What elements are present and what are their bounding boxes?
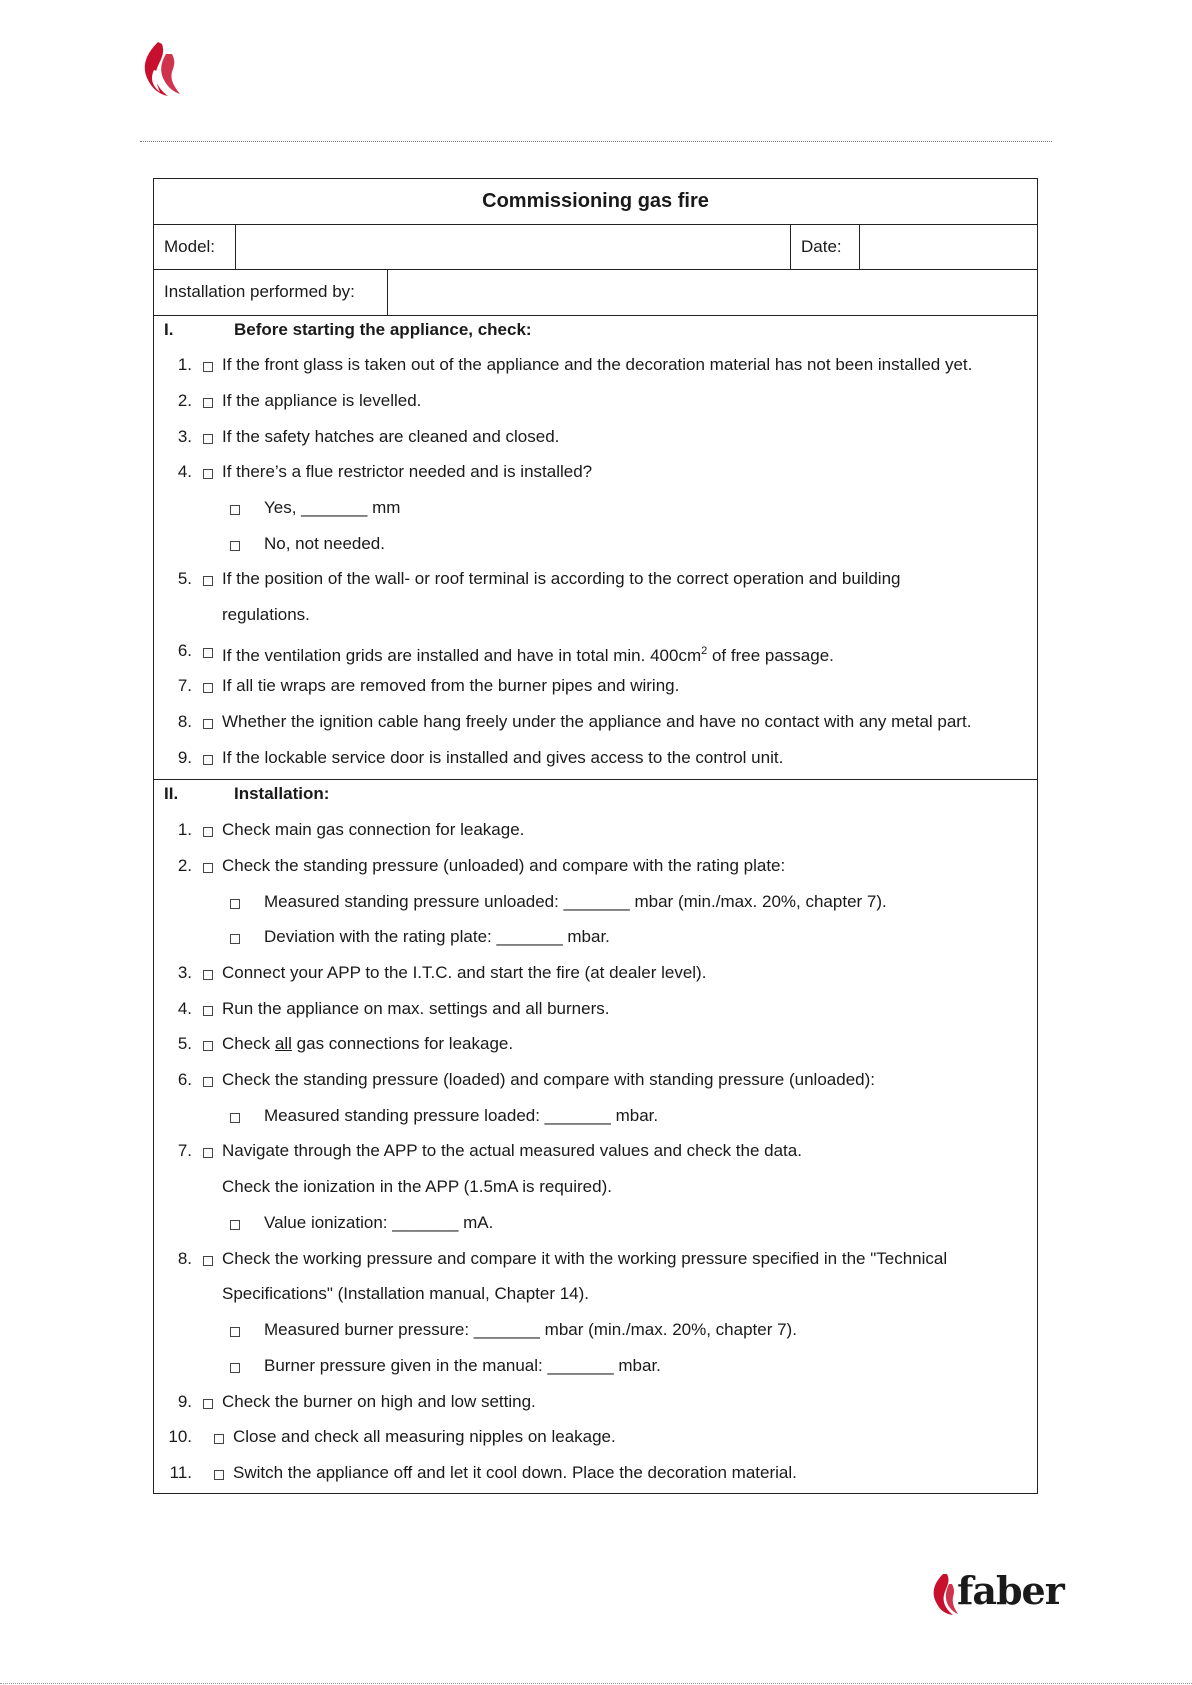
list-sub-item: Measured standing pressure unloaded: _______ mbar (min./max. 20%, chapter 7).: [264, 892, 887, 911]
list-item: Check the standing pressure (unloaded) and compare with the rating plate:: [222, 856, 786, 875]
model-field[interactable]: [245, 237, 785, 257]
checkbox[interactable]: [203, 576, 213, 586]
list-item-continuation: regulations.: [222, 605, 310, 624]
checkbox[interactable]: [203, 469, 213, 479]
item-number: 1.: [177, 355, 192, 374]
list-sub-item: Deviation with the rating plate: _______ mbar.: [264, 927, 610, 946]
checkbox[interactable]: [230, 1220, 240, 1230]
checkbox[interactable]: [214, 1470, 224, 1480]
item-number: 1.: [177, 820, 192, 839]
model-date-row: [154, 224, 1037, 270]
list-item: Switch the appliance off and let it cool down. Place the decoration material.: [233, 1463, 797, 1482]
item-number: 4.: [177, 999, 192, 1018]
checkbox[interactable]: [203, 1148, 213, 1158]
checkbox[interactable]: [230, 1113, 240, 1123]
list-sub-item: Value ionization: _______ mA.: [264, 1213, 494, 1232]
list-item: Navigate through the APP to the actual measured values and check the data.: [222, 1141, 802, 1160]
item-number: 5.: [177, 569, 192, 588]
section-2-number: II.: [164, 784, 179, 803]
installer-field[interactable]: [397, 282, 1027, 302]
installer-row: [154, 269, 1037, 316]
list-item: Check all gas connections for leakage.: [222, 1034, 514, 1053]
list-item-continuation: Specifications" (Installation manual, Chapter 14).: [222, 1284, 590, 1303]
list-sub-item: Measured standing pressure loaded: _______ mbar.: [264, 1106, 659, 1125]
item-number: 4.: [177, 462, 192, 481]
checkbox[interactable]: [230, 934, 240, 944]
form-title: Commissioning gas fire: [482, 190, 709, 212]
list-sub-item: No, not needed.: [264, 534, 385, 553]
list-item: Check the burner on high and low setting.: [222, 1392, 536, 1411]
checkbox[interactable]: [203, 1077, 213, 1087]
item-number: 2.: [177, 391, 192, 410]
checkbox[interactable]: [203, 863, 213, 873]
list-sub-item: Measured burner pressure: _______ mbar (min./max. 20%, chapter 7).: [264, 1320, 797, 1339]
list-item: Whether the ignition cable hang freely under the appliance and have no contact with any metal part.: [222, 712, 972, 731]
list-item: If the lockable service door is installed and gives access to the control unit.: [222, 748, 784, 767]
list-item: Close and check all measuring nipples on leakage.: [233, 1427, 616, 1446]
checkbox[interactable]: [230, 541, 240, 551]
checkbox[interactable]: [203, 755, 213, 765]
list-item: If there’s a flue restrictor needed and is installed?: [222, 462, 593, 481]
item-number: 11.: [169, 1463, 192, 1482]
list-item: Check the working pressure and compare it with the working pressure specified in the "Technical: [222, 1249, 948, 1268]
checkbox[interactable]: [230, 1327, 240, 1337]
model-label: Model:: [164, 237, 216, 256]
checkbox[interactable]: [230, 899, 240, 909]
section-1-number: I.: [164, 320, 174, 339]
item-number: 10.: [168, 1427, 192, 1446]
checkbox[interactable]: [203, 1399, 213, 1409]
list-item: If the appliance is levelled.: [222, 391, 422, 410]
commissioning-form: [153, 178, 1038, 1494]
installer-label: Installation performed by:: [164, 282, 355, 301]
list-item: Connect your APP to the I.T.C. and start the fire (at dealer level).: [222, 963, 707, 982]
date-field[interactable]: [869, 237, 1029, 257]
list-item: Check main gas connection for leakage.: [222, 820, 525, 839]
item-number: 3.: [177, 963, 192, 982]
item-number: 6.: [177, 641, 192, 660]
checkbox[interactable]: [203, 1041, 213, 1051]
list-item: Check the standing pressure (loaded) and compare with standing pressure (unloaded):: [222, 1070, 875, 1089]
checkbox[interactable]: [203, 648, 213, 658]
item-number: 2.: [177, 856, 192, 875]
item-number: 8.: [177, 712, 192, 731]
item-number: 7.: [177, 676, 192, 695]
checkbox[interactable]: [203, 719, 213, 729]
list-sub-item: Burner pressure given in the manual: _______ mbar.: [264, 1356, 661, 1375]
checkbox[interactable]: [203, 970, 213, 980]
list-item-continuation: Check the ionization in the APP (1.5mA is required).: [222, 1177, 612, 1196]
list-item: If the front glass is taken out of the appliance and the decoration material has not been installed yet.: [222, 355, 973, 374]
item-number: 9.: [177, 1392, 192, 1411]
section-1-title: Before starting the appliance, check:: [234, 320, 532, 339]
item-number: 3.: [177, 427, 192, 446]
checkbox[interactable]: [203, 434, 213, 444]
section-2-title: Installation:: [234, 784, 330, 803]
item-number: 7.: [177, 1141, 192, 1160]
flame-icon: [138, 40, 184, 98]
checkbox[interactable]: [230, 1363, 240, 1373]
section-divider: [154, 779, 1037, 780]
list-item: If all tie wraps are removed from the burner pipes and wiring.: [222, 676, 680, 695]
item-number: 8.: [177, 1249, 192, 1268]
list-sub-item: Yes, _______ mm: [264, 498, 401, 517]
checkbox[interactable]: [203, 1006, 213, 1016]
faber-flame-icon: [929, 1572, 959, 1616]
date-label: Date:: [801, 237, 842, 256]
checkbox[interactable]: [203, 827, 213, 837]
checkbox[interactable]: [203, 683, 213, 693]
list-item: If the ventilation grids are installed and have in total min. $400cm^2$ of free passage.: [222, 645, 834, 665]
header-divider: [140, 141, 1052, 142]
faber-wordmark: faber: [957, 1568, 1064, 1613]
item-number: 9.: [177, 748, 192, 767]
list-item: If the position of the wall- or roof terminal is according to the correct operation and building: [222, 569, 901, 588]
list-item: Run the appliance on max. settings and all burners.: [222, 999, 610, 1018]
item-number: 6.: [177, 1070, 192, 1089]
checkbox[interactable]: [203, 1256, 213, 1266]
checkbox[interactable]: [203, 398, 213, 408]
checkbox[interactable]: [230, 505, 240, 515]
checkbox[interactable]: [214, 1434, 224, 1444]
checkbox[interactable]: [203, 362, 213, 372]
item-number: 5.: [177, 1034, 192, 1053]
list-item: If the safety hatches are cleaned and closed.: [222, 427, 560, 446]
form-title-row: [154, 179, 1037, 225]
footer-divider: [0, 1683, 1192, 1684]
